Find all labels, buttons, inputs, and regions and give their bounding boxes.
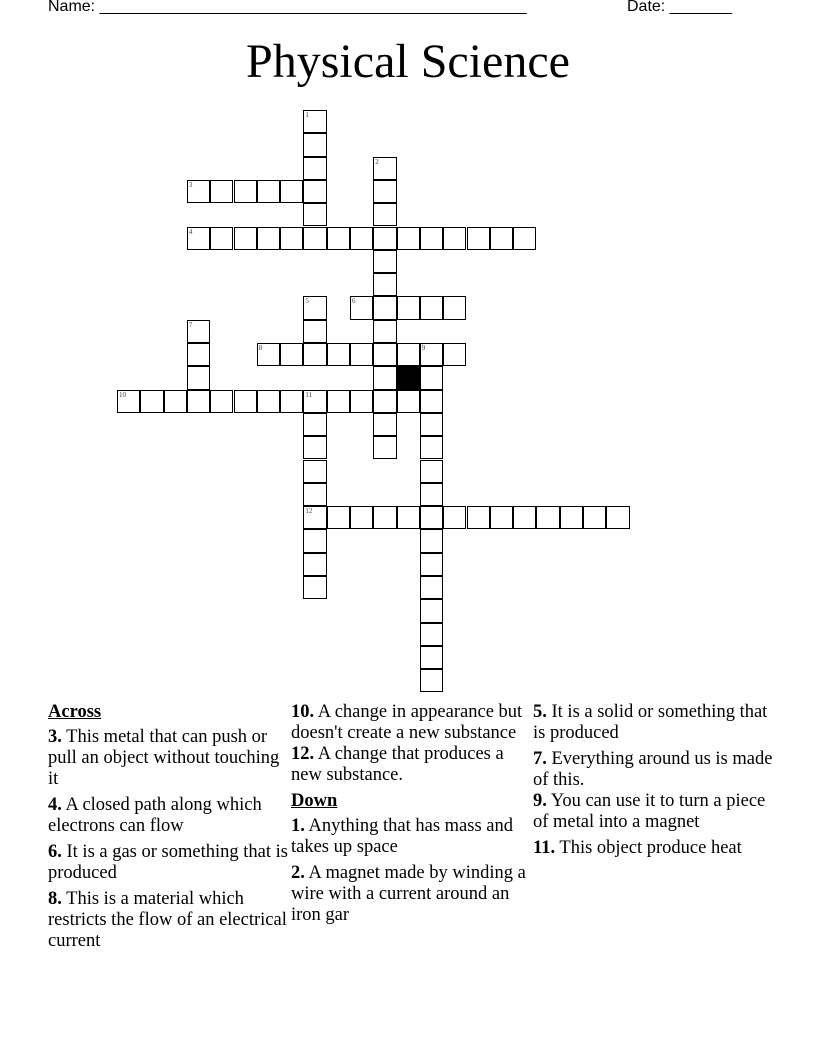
grid-cell[interactable] — [117, 390, 140, 413]
grid-cell[interactable] — [303, 320, 326, 343]
grid-cell[interactable] — [187, 180, 210, 203]
grid-cell[interactable] — [373, 250, 396, 273]
grid-cell[interactable] — [420, 366, 443, 389]
clue-number: 6. — [48, 842, 62, 862]
grid-cell[interactable] — [373, 436, 396, 459]
grid-cell[interactable] — [420, 506, 443, 529]
clue-across-8 — [48, 889, 288, 952]
grid-cell[interactable] — [303, 413, 326, 436]
clue-across-10 — [291, 702, 531, 744]
clue-text: You can use it to turn a piece of metal into a magnet — [533, 791, 766, 832]
grid-cell[interactable] — [303, 506, 326, 529]
grid-cell[interactable] — [303, 529, 326, 552]
grid-cell[interactable] — [303, 390, 326, 413]
grid-cell[interactable] — [420, 343, 443, 366]
grid-cell[interactable] — [420, 296, 443, 319]
clue-text: A change in appearance but doesn't create a new substance — [291, 702, 523, 743]
grid-cell[interactable] — [373, 227, 396, 250]
cell-number: 4 — [188, 227, 193, 236]
black-cell — [397, 366, 420, 389]
clue-number: 7. — [533, 749, 547, 769]
grid-cell[interactable] — [443, 227, 466, 250]
grid-cell[interactable] — [303, 483, 326, 506]
grid-cell[interactable] — [373, 506, 396, 529]
clue-number: 12. — [291, 744, 315, 764]
grid-cell[interactable] — [606, 506, 629, 529]
grid-cell[interactable] — [327, 390, 350, 413]
clue-text: A change that produces a new substance. — [291, 744, 504, 785]
grid-cell[interactable] — [164, 390, 187, 413]
clue-number: 1. — [291, 816, 305, 836]
grid-cell[interactable] — [443, 296, 466, 319]
clues-column-1 — [48, 702, 288, 957]
grid-cell[interactable] — [443, 343, 466, 366]
grid-cell[interactable] — [327, 227, 350, 250]
clue-down-7 — [533, 749, 783, 791]
grid-cell[interactable] — [210, 180, 233, 203]
grid-cell[interactable] — [350, 227, 373, 250]
grid-cell[interactable] — [490, 227, 513, 250]
grid-cell[interactable] — [373, 296, 396, 319]
grid-cell[interactable] — [303, 436, 326, 459]
clue-text: It is a gas or something that is produced — [48, 842, 288, 883]
grid-cell[interactable] — [187, 366, 210, 389]
cell-number: 2 — [375, 157, 379, 166]
cell-number: 11 — [305, 390, 313, 399]
grid-cell[interactable] — [257, 343, 280, 366]
grid-cell[interactable] — [327, 506, 350, 529]
clue-text: This is a material which restricts the flow of an electrical current — [48, 889, 287, 951]
grid-cell[interactable] — [210, 390, 233, 413]
grid-cell[interactable] — [420, 576, 443, 599]
grid-cell[interactable] — [234, 390, 257, 413]
name-field[interactable]: Name: ________________________________________________ — [48, 0, 527, 15]
grid-cell[interactable] — [513, 227, 536, 250]
grid-cell[interactable] — [420, 390, 443, 413]
grid-cell[interactable] — [467, 227, 490, 250]
clue-number: 3. — [48, 727, 62, 747]
clues-column-3 — [533, 702, 783, 864]
clue-text: Everything around us is made of this. — [533, 749, 773, 790]
grid-cell[interactable] — [420, 227, 443, 250]
cell-number: 8 — [258, 344, 263, 352]
grid-cell[interactable] — [303, 110, 326, 133]
grid-cell[interactable] — [536, 506, 559, 529]
grid-cell[interactable] — [350, 343, 373, 366]
grid-cell[interactable] — [443, 506, 466, 529]
grid-cell[interactable] — [420, 483, 443, 506]
grid-cell[interactable] — [420, 529, 443, 552]
grid-cell[interactable] — [303, 553, 326, 576]
grid-cell[interactable] — [303, 227, 326, 250]
grid-cell[interactable] — [490, 506, 513, 529]
grid-cell[interactable] — [187, 320, 210, 343]
grid-cell[interactable] — [373, 273, 396, 296]
clue-text: Anything that has mass and takes up space — [291, 816, 513, 857]
cell-number: 7 — [188, 320, 193, 329]
clue-number: 9. — [533, 791, 547, 811]
grid-cell[interactable] — [280, 390, 303, 413]
grid-cell[interactable] — [420, 553, 443, 576]
clue-down-9 — [533, 791, 783, 833]
grid-cell[interactable] — [350, 506, 373, 529]
clue-across-3 — [48, 727, 288, 790]
clue-down-5 — [533, 702, 783, 744]
clue-text: This metal that can push or pull an object without touching it — [48, 727, 280, 789]
grid-cell[interactable] — [420, 646, 443, 669]
down-heading: Down — [291, 791, 338, 811]
grid-cell[interactable] — [420, 599, 443, 622]
grid-cell[interactable] — [280, 343, 303, 366]
cell-number: 5 — [305, 297, 309, 306]
grid-cell[interactable] — [303, 133, 326, 156]
grid-cell[interactable] — [397, 227, 420, 250]
clue-number: 10. — [291, 702, 315, 722]
date-field[interactable]: Date: _______ — [627, 0, 732, 15]
grid-cell[interactable] — [303, 296, 326, 319]
grid-cell[interactable] — [303, 343, 326, 366]
cell-number: 9 — [421, 344, 426, 352]
clue-number: 11. — [533, 838, 556, 858]
grid-cell[interactable] — [257, 390, 280, 413]
clues-column-2 — [291, 702, 531, 931]
grid-cell[interactable] — [280, 180, 303, 203]
grid-cell[interactable] — [397, 296, 420, 319]
grid-cell[interactable] — [373, 413, 396, 436]
grid-cell[interactable] — [373, 390, 396, 413]
clue-number: 4. — [48, 795, 62, 815]
clue-text: It is a solid or something that is produced — [533, 702, 768, 743]
grid-cell[interactable] — [303, 180, 326, 203]
grid-cell[interactable] — [350, 390, 373, 413]
grid-cell[interactable] — [397, 343, 420, 366]
grid-cell[interactable] — [303, 203, 326, 226]
grid-cell[interactable] — [187, 390, 210, 413]
clue-down-11 — [533, 838, 783, 859]
grid-cell[interactable] — [210, 227, 233, 250]
clue-number: 2. — [291, 863, 305, 883]
grid-cell[interactable] — [140, 390, 163, 413]
clue-text: This object produce heat — [559, 838, 742, 858]
grid-cell[interactable] — [420, 669, 443, 692]
grid-cell[interactable] — [257, 227, 280, 250]
grid-cell[interactable] — [373, 343, 396, 366]
cell-number: 1 — [305, 111, 309, 119]
grid-cell[interactable] — [373, 203, 396, 226]
cell-number: 3 — [188, 180, 193, 189]
clue-down-1 — [291, 816, 531, 858]
grid-cell[interactable] — [420, 623, 443, 646]
grid-cell[interactable] — [373, 320, 396, 343]
clue-number: 5. — [533, 702, 547, 722]
clue-text: A closed path along which electrons can flow — [48, 795, 262, 836]
grid-cell[interactable] — [303, 576, 326, 599]
grid-cell[interactable] — [420, 413, 443, 436]
grid-cell[interactable] — [560, 506, 583, 529]
grid-cell[interactable] — [513, 506, 536, 529]
clue-across-12 — [291, 744, 531, 786]
grid-cell[interactable] — [303, 157, 326, 180]
grid-cell[interactable] — [303, 460, 326, 483]
grid-cell[interactable] — [373, 157, 396, 180]
clue-across-6 — [48, 842, 288, 884]
grid-cell[interactable] — [397, 390, 420, 413]
grid-cell[interactable] — [234, 180, 257, 203]
clue-text: A magnet made by winding a wire with a current around an iron gar — [291, 863, 526, 925]
grid-cell[interactable] — [583, 506, 606, 529]
grid-cell[interactable] — [280, 227, 303, 250]
grid-cell[interactable] — [373, 366, 396, 389]
grid-cell[interactable] — [397, 506, 420, 529]
grid-cell[interactable] — [467, 506, 490, 529]
grid-cell[interactable] — [350, 296, 373, 319]
across-heading: Across — [48, 702, 102, 722]
grid-cell[interactable] — [187, 227, 210, 250]
grid-cell[interactable] — [420, 460, 443, 483]
clue-number: 8. — [48, 889, 62, 909]
page-title: Physical Science — [246, 35, 570, 88]
grid-cell[interactable] — [327, 343, 350, 366]
clue-down-2 — [291, 863, 531, 926]
cell-number: 6 — [352, 297, 356, 306]
grid-cell[interactable] — [234, 227, 257, 250]
grid-cell[interactable] — [420, 436, 443, 459]
clue-across-4 — [48, 795, 288, 837]
grid-cell[interactable] — [187, 343, 210, 366]
grid-cell[interactable] — [257, 180, 280, 203]
grid-cell[interactable] — [373, 180, 396, 203]
cell-number: 12 — [305, 507, 313, 516]
cell-number: 10 — [119, 390, 126, 399]
